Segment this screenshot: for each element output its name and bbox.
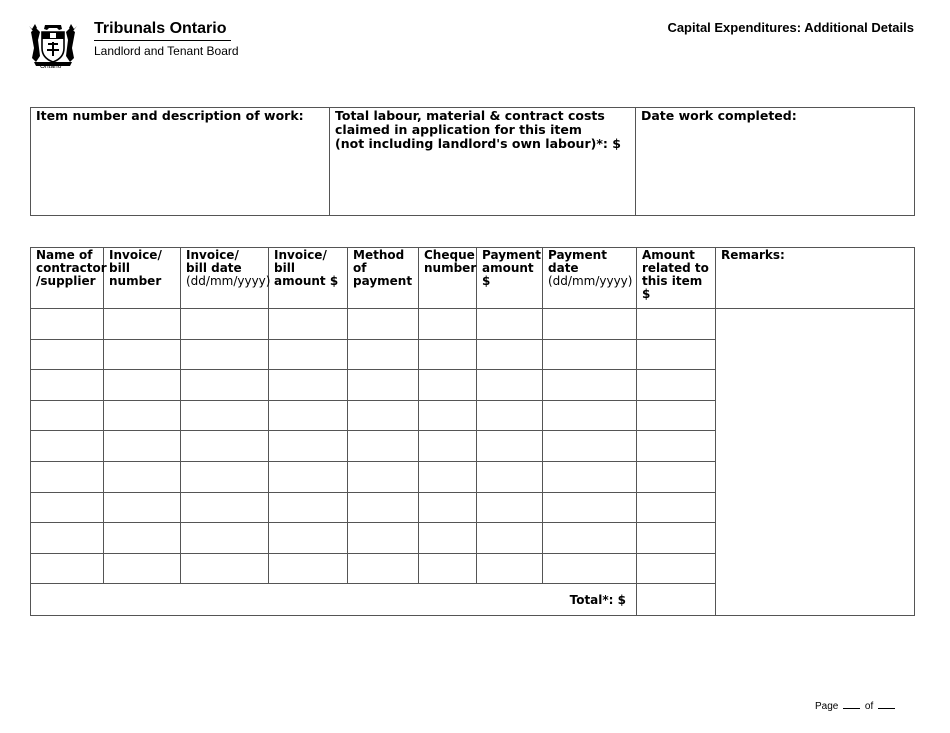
- table-cell[interactable]: [31, 492, 104, 523]
- table-cell[interactable]: [104, 523, 181, 554]
- table-cell[interactable]: [477, 523, 543, 554]
- table-cell[interactable]: [419, 400, 477, 431]
- table-cell[interactable]: [269, 370, 348, 401]
- header-method: Method of payment: [348, 248, 419, 309]
- table-cell[interactable]: [637, 523, 716, 554]
- table-cell[interactable]: [348, 400, 419, 431]
- table-cell[interactable]: [181, 400, 269, 431]
- table-cell[interactable]: [348, 431, 419, 462]
- table-cell[interactable]: [348, 461, 419, 492]
- table-cell[interactable]: [477, 431, 543, 462]
- header-payment-amount: Payment amount $: [477, 248, 543, 309]
- table-cell[interactable]: [419, 370, 477, 401]
- table-cell[interactable]: [104, 553, 181, 584]
- table-cell[interactable]: [543, 461, 637, 492]
- table-cell[interactable]: [477, 309, 543, 340]
- table-cell[interactable]: [31, 309, 104, 340]
- total-amount-field[interactable]: [637, 584, 716, 616]
- item-table: [30, 107, 915, 216]
- header-payment-date: Payment date (dd/mm/yyyy): [543, 248, 637, 309]
- table-cell[interactable]: [348, 370, 419, 401]
- table-cell[interactable]: [348, 492, 419, 523]
- table-cell[interactable]: [104, 309, 181, 340]
- table-cell[interactable]: [637, 309, 716, 340]
- table-cell[interactable]: [543, 400, 637, 431]
- table-cell[interactable]: [348, 339, 419, 370]
- page-of-label: of: [864, 701, 874, 712]
- table-cell[interactable]: [419, 461, 477, 492]
- header-invoice-date: Invoice/ bill date (dd/mm/yyyy): [181, 248, 269, 309]
- date-completed-label: Date work completed:: [641, 108, 797, 123]
- table-cell[interactable]: [269, 309, 348, 340]
- table-cell[interactable]: [543, 553, 637, 584]
- table-cell[interactable]: [543, 492, 637, 523]
- table-cell[interactable]: [477, 400, 543, 431]
- page-total-field[interactable]: [878, 699, 895, 709]
- table-cell[interactable]: [637, 461, 716, 492]
- table-cell[interactable]: [181, 523, 269, 554]
- page-current-field[interactable]: [843, 699, 860, 709]
- item-description-label: Item number and description of work:: [36, 108, 304, 123]
- table-cell[interactable]: [477, 492, 543, 523]
- table-cell[interactable]: [543, 339, 637, 370]
- table-cell[interactable]: [419, 309, 477, 340]
- header-remarks: Remarks:: [716, 248, 915, 309]
- table-cell[interactable]: [104, 492, 181, 523]
- table-cell[interactable]: [637, 553, 716, 584]
- table-cell[interactable]: [637, 370, 716, 401]
- table-cell[interactable]: [181, 339, 269, 370]
- table-cell[interactable]: [543, 309, 637, 340]
- table-cell[interactable]: [31, 370, 104, 401]
- table-cell[interactable]: [269, 400, 348, 431]
- table-cell[interactable]: [637, 431, 716, 462]
- org-name: Tribunals Ontario: [94, 20, 227, 37]
- table-cell[interactable]: [31, 400, 104, 431]
- table-cell[interactable]: [181, 461, 269, 492]
- table-cell[interactable]: [348, 553, 419, 584]
- table-cell[interactable]: [269, 461, 348, 492]
- table-cell[interactable]: [31, 431, 104, 462]
- table-cell[interactable]: [543, 370, 637, 401]
- table-cell[interactable]: [637, 492, 716, 523]
- table-cell[interactable]: [104, 400, 181, 431]
- table-header-row: [31, 248, 915, 309]
- total-label: Total*: $: [31, 584, 637, 616]
- table-cell[interactable]: [104, 461, 181, 492]
- table-cell[interactable]: [269, 431, 348, 462]
- table-cell[interactable]: [181, 370, 269, 401]
- total-costs-label-line2: claimed in application for this item: [335, 122, 582, 137]
- table-cell[interactable]: [419, 553, 477, 584]
- item-description-field[interactable]: [31, 108, 330, 216]
- table-cell[interactable]: [348, 523, 419, 554]
- table-cell[interactable]: [419, 492, 477, 523]
- table-cell[interactable]: [181, 309, 269, 340]
- table-cell[interactable]: [269, 553, 348, 584]
- table-cell[interactable]: [104, 339, 181, 370]
- header-contractor: Name of contractor /supplier: [31, 248, 104, 309]
- table-cell[interactable]: [31, 461, 104, 492]
- remarks-field[interactable]: [716, 309, 915, 616]
- header-invoice-amount: Invoice/ bill amount $: [269, 248, 348, 309]
- table-cell[interactable]: [477, 370, 543, 401]
- table-cell[interactable]: [269, 339, 348, 370]
- org-subtitle: Landlord and Tenant Board: [94, 44, 239, 58]
- table-cell[interactable]: [419, 431, 477, 462]
- table-cell[interactable]: [104, 431, 181, 462]
- table-cell[interactable]: [637, 339, 716, 370]
- table-cell[interactable]: [104, 370, 181, 401]
- table-row: [31, 309, 915, 340]
- header-invoice-number: Invoice/ bill number: [104, 248, 181, 309]
- total-costs-label-line1: Total labour, material & contract costs: [335, 108, 605, 123]
- table-cell[interactable]: [543, 523, 637, 554]
- table-cell[interactable]: [477, 339, 543, 370]
- crest-label: Ontario: [40, 63, 62, 70]
- table-cell[interactable]: [31, 523, 104, 554]
- form-title: Capital Expenditures: Additional Details: [667, 20, 914, 35]
- org-divider: [94, 40, 231, 41]
- total-costs-field[interactable]: [330, 108, 636, 216]
- total-costs-label-line3: (not including landlord's own labour)*: $: [335, 136, 621, 151]
- table-cell[interactable]: [31, 553, 104, 584]
- table-cell[interactable]: [269, 523, 348, 554]
- table-cell[interactable]: [419, 523, 477, 554]
- table-cell[interactable]: [477, 553, 543, 584]
- date-completed-field[interactable]: [636, 108, 915, 216]
- table-cell[interactable]: [348, 309, 419, 340]
- header-amount-related: Amount related to this item $: [637, 248, 716, 309]
- table-cell[interactable]: [181, 431, 269, 462]
- header-cheque: Cheque number: [419, 248, 477, 309]
- expense-detail-table: [30, 247, 915, 616]
- page-header: [0, 0, 950, 80]
- table-cell[interactable]: [181, 553, 269, 584]
- table-cell[interactable]: [31, 339, 104, 370]
- page-number: [815, 699, 897, 712]
- table-cell[interactable]: [181, 492, 269, 523]
- table-cell[interactable]: [269, 492, 348, 523]
- table-cell[interactable]: [543, 431, 637, 462]
- table-cell[interactable]: [477, 461, 543, 492]
- table-cell[interactable]: [419, 339, 477, 370]
- table-cell[interactable]: [637, 400, 716, 431]
- page-label: Page: [815, 701, 839, 712]
